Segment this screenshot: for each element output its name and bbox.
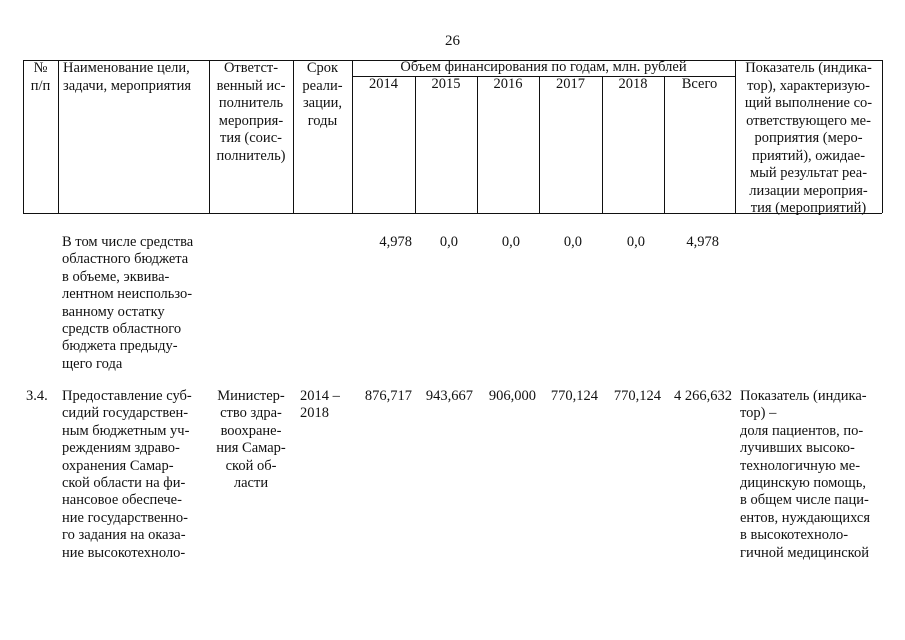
cell-line: охранения Самар- [62,457,174,474]
cell-line: лентном неиспользо- [62,286,193,303]
cell-line: ентов, нуждающихся [740,509,871,526]
header-year-2014: 2014 [369,76,398,92]
value-2018: 0,0 [626,234,645,250]
cell-line: в высокотехноло- [740,527,849,544]
cell-line: средств областного [62,321,182,338]
cell-line: дицинскую помощь, [740,475,866,492]
value-2017: 770,124 [550,388,598,404]
cell-line: Показатель (индика- [740,388,867,404]
header-text: венный ис- [216,77,286,94]
header-year-2017: 2017 [556,76,585,92]
value-2016: 906,000 [488,388,536,404]
cell-line: в объеме, эквива- [62,268,170,285]
cell-line: ным бюджетным уч- [62,422,190,439]
cell-line: воохране- [220,422,282,439]
header-text: задачи, мероприятия [63,77,192,94]
value-2014: 876,717 [364,388,412,404]
value-total: 4,978 [686,234,719,250]
cell-line: ласти [233,475,269,492]
cell-line: в общем числе паци- [740,492,869,509]
cell-line: технологичную ме- [740,457,861,474]
header-text: Ответст- [223,60,279,76]
row-number: 3.4. [26,388,48,404]
header-text: ответствующего ме- [746,112,871,129]
header-text: зации, [302,95,343,111]
header-year-2018: 2018 [618,76,648,92]
cell-line: ние государственно- [62,509,188,526]
cell-line: сидий государствен- [62,405,189,422]
header-text: тия (мероприятий) [750,200,867,216]
header-year-total: Всего [681,76,718,92]
header-text: № [33,60,48,76]
row-term-cell [300,388,352,423]
header-text: роприятия (меро- [754,130,863,146]
header-col-responsible [209,60,293,165]
header-text: годы [307,112,338,129]
row-responsible-cell [209,388,293,492]
header-text: лизации мероприя- [749,182,868,199]
cell-line: ние высокотехноло- [62,544,186,561]
cell-line: ской области на фи- [62,475,186,492]
cell-line: гичной медицинской [740,544,869,561]
cell-line: бюджета предыду- [62,338,178,355]
cell-line: доля пациентов, по- [740,422,864,439]
row-indicator-cell [740,388,882,562]
value-2015: 943,667 [425,388,473,404]
cell-line: В том числе средства [62,234,194,250]
header-col-indicator [735,60,882,218]
header-text: Срок [306,60,339,76]
cell-line: 2018 [300,405,329,422]
header-text: Показатель (индика- [745,60,872,76]
header-col-funding: Объем финансирования по годам, млн. рублей [400,59,687,75]
value-2015: 0,0 [439,234,458,250]
cell-line: ния Самар- [216,440,286,457]
cell-line: нансовое обеспече- [62,492,182,509]
header-text: полнитель [218,95,284,111]
cell-line: го задания на оказа- [62,527,186,544]
row-name-cell [62,388,205,562]
value-total: 4 266,632 [674,388,732,404]
header-text: реали- [302,77,343,94]
cell-line: Предоставление суб- [62,388,192,404]
header-text: тор), характеризую- [747,77,870,94]
header-text: п/п [30,77,51,94]
header-text: щий выполнение со- [744,95,873,111]
value-2014: 4,978 [379,234,412,250]
header-text: полнитель) [216,147,286,164]
header-col-name [63,60,208,95]
header-col-number [23,60,58,95]
cell-line: щего года [62,355,123,372]
header-text: мый результат реа- [749,165,868,181]
page-number: 26 [445,33,460,49]
cell-line: ванному остатку [62,303,165,320]
header-text: мероприя- [218,112,284,129]
cell-line: областного бюджета [62,251,189,268]
value-2017: 0,0 [563,234,582,250]
cell-line: реждениям здраво- [62,440,180,457]
header-year-2015: 2015 [431,76,461,92]
cell-line: тор) – [740,405,777,422]
header-text: приятий), ожидае- [751,147,866,164]
header-text: тия (соис- [220,130,282,146]
cell-line: 2014 – [300,388,340,404]
header-col-term [293,60,352,130]
cell-line: ской об- [225,457,277,474]
header-text: Наименование цели, [63,60,190,76]
header-year-2016: 2016 [493,76,523,92]
value-2016: 0,0 [501,234,520,250]
row-name-cell [62,234,205,373]
cell-line: ство здра- [220,405,282,422]
cell-line: Министер- [217,388,285,404]
value-2018: 770,124 [613,388,661,404]
cell-line: лучивших высоко- [740,440,855,457]
